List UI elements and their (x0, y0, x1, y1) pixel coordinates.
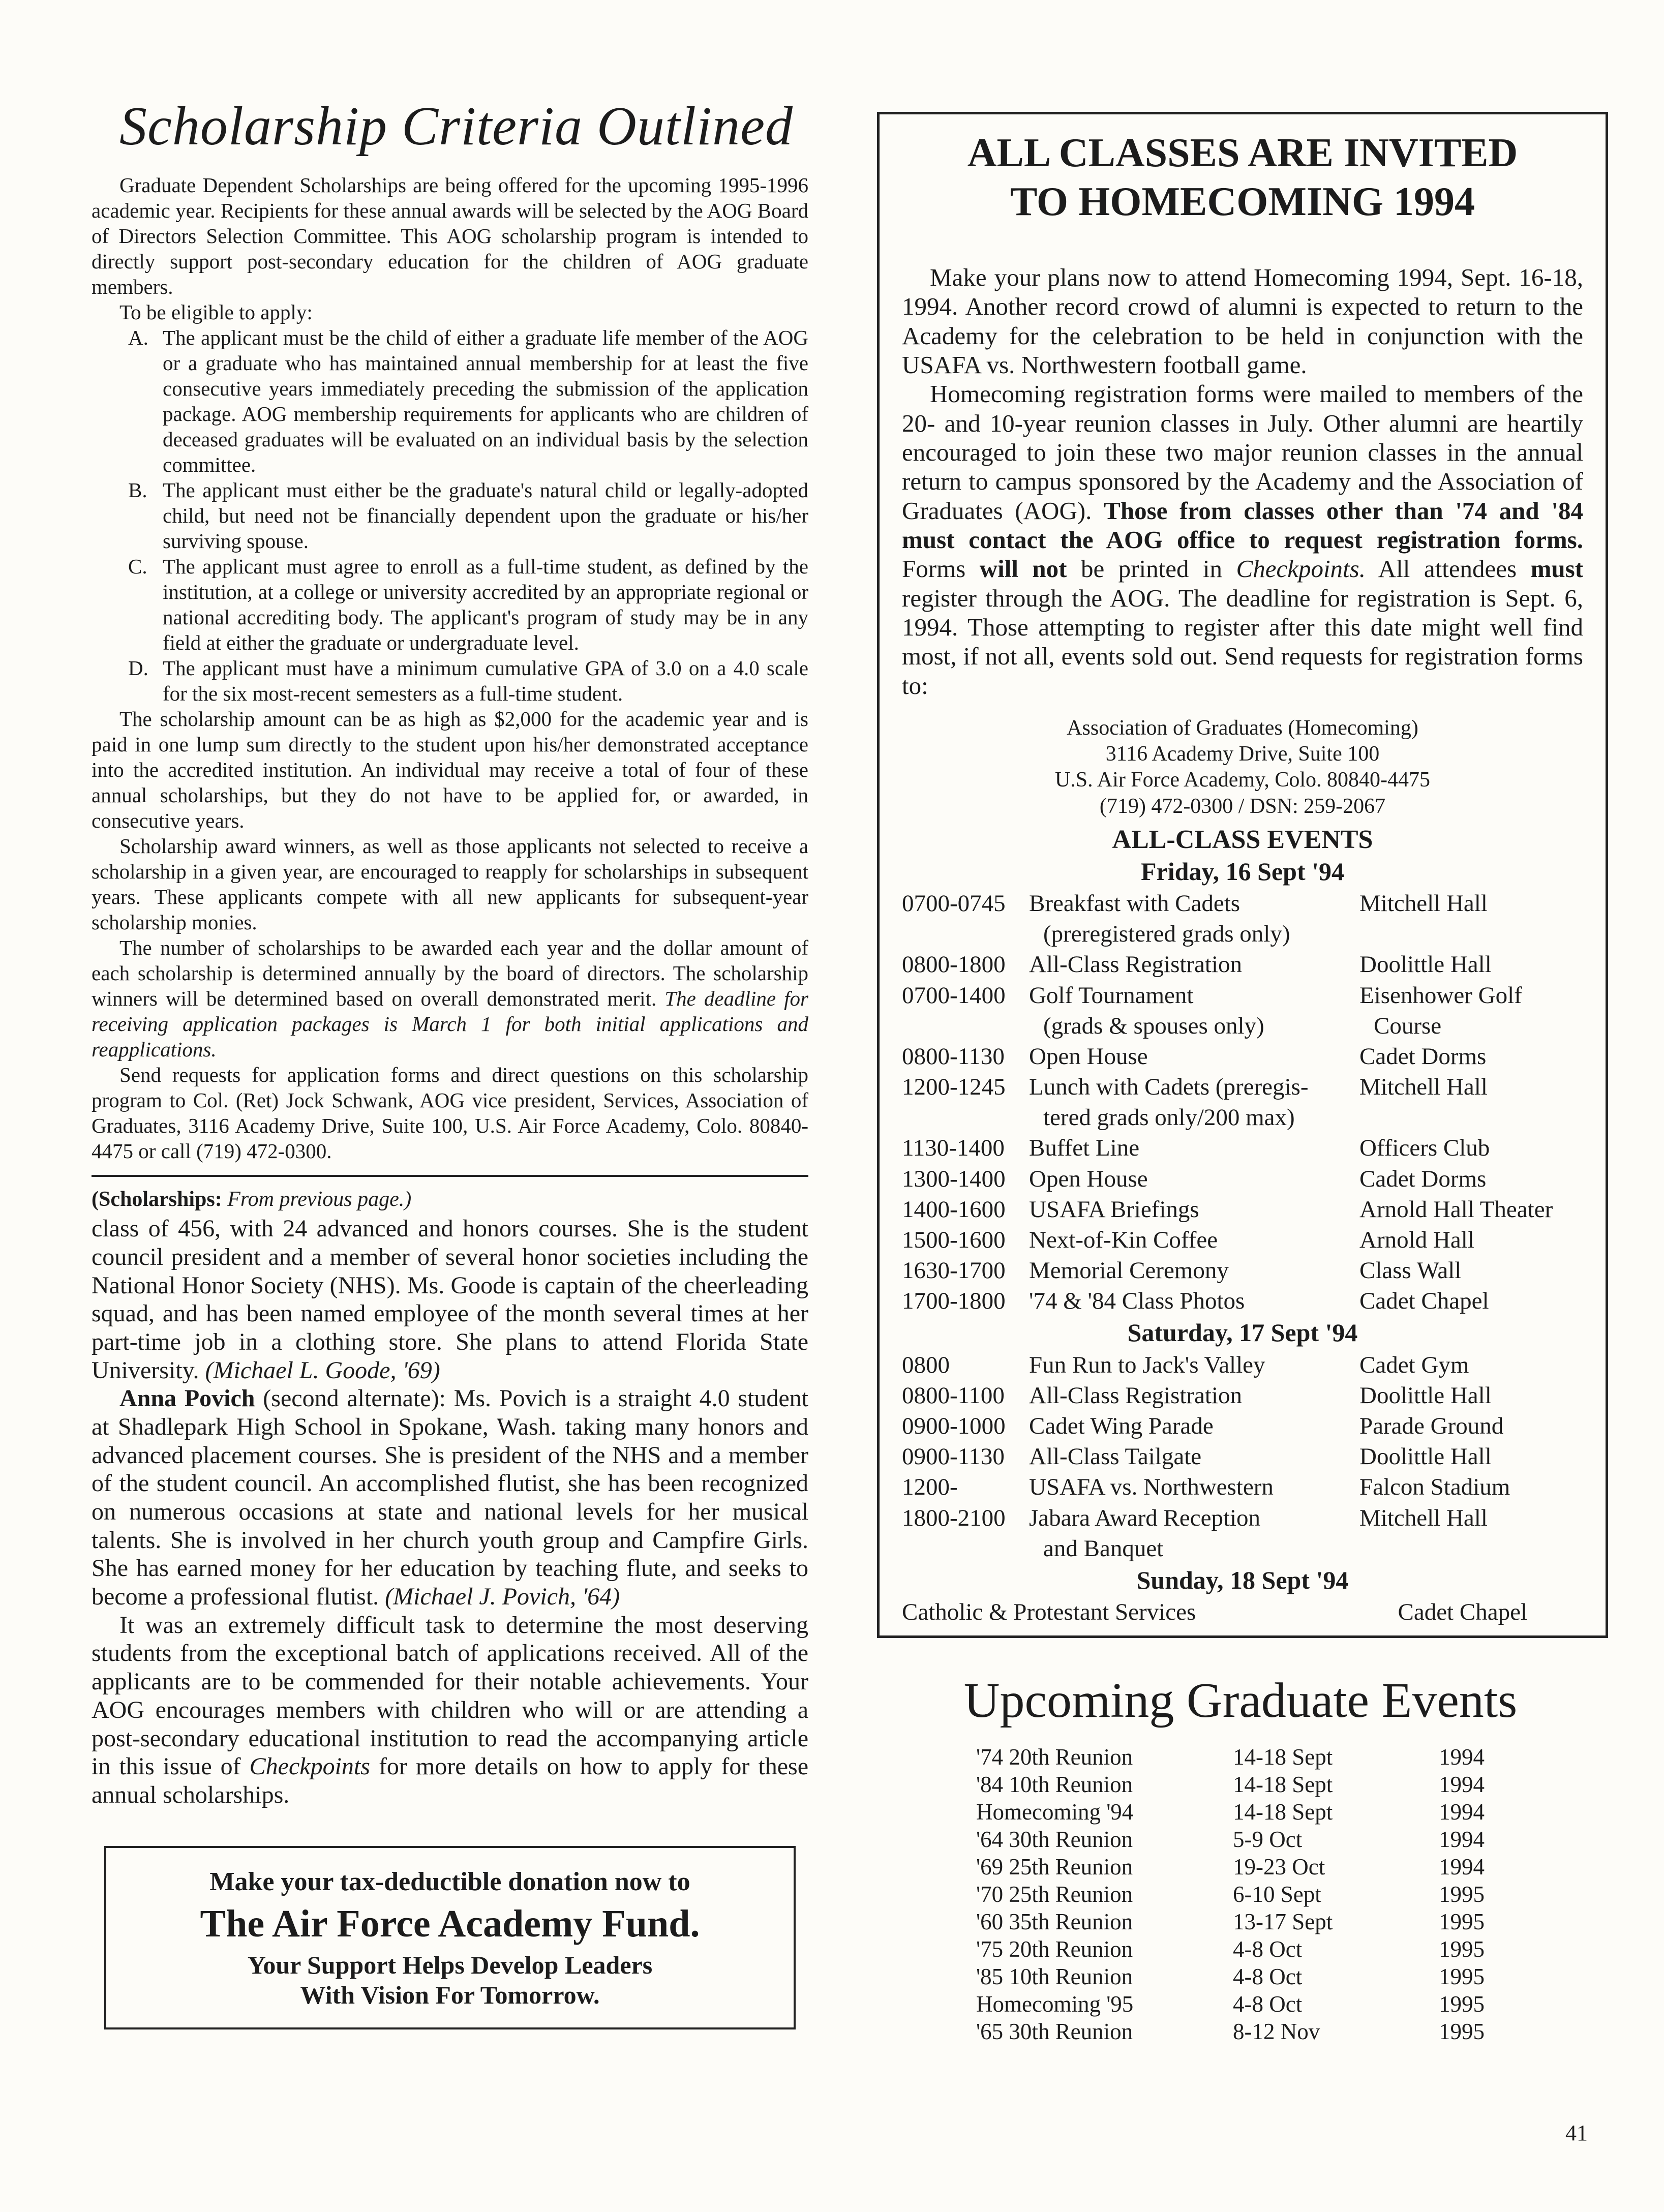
upcoming-title: Upcoming Graduate Events (963, 1673, 1518, 1728)
event-name: USAFA vs. Northwestern (1029, 1474, 1274, 1501)
event-time: 0900-1000 (902, 1413, 1006, 1440)
address-line: 3116 Academy Drive, Suite 100 (1105, 742, 1380, 766)
criteria-letter: C. (128, 555, 147, 579)
sunday-row (902, 1597, 1583, 1628)
upcoming-row (976, 1908, 1485, 1935)
event-row (902, 1286, 1583, 1316)
event-table (902, 888, 1583, 1316)
event-location: Mitchell Hall (1359, 1504, 1488, 1531)
event-time: 1400-1600 (902, 1196, 1006, 1223)
event-name: Buffet Line (1029, 1135, 1140, 1162)
continued-article (92, 1215, 808, 1809)
event-name: All-Class Tailgate (1029, 1443, 1202, 1470)
event-location: Parade Ground (1359, 1413, 1504, 1440)
homecoming-box (877, 112, 1608, 1638)
event-location: Mitchell Hall (1359, 890, 1488, 917)
event-name: '74 & '84 Class Photos (1029, 1288, 1245, 1315)
event-row (902, 1472, 1583, 1502)
upcoming-event-dates: 8-12 Nov (1233, 2019, 1320, 2045)
povich-text: (second alternate): Ms. Povich is a straight 4.0 student at Shadlepark High School in Spokane, Wash. taking many honors and advanced placement courses. She is president of the NHS and a member of the student council. An accomplished flutist, she has been recognized on numerous occasions at state and national levels for her musical talents. She is involved in her church youth group and Campfire Girls. She has earned money for her education by teaching flute, and seeks to become a professional flutist. (92, 1385, 809, 1611)
event-location: Arnold Hall Theater (1359, 1196, 1553, 1223)
upcoming-event-name: '60 35th Reunion (976, 1909, 1133, 1935)
event-row (902, 1072, 1583, 1102)
criteria-item (92, 554, 808, 655)
goode-text: class of 456, with 24 advanced and honors courses. She is the student council president and a member of several honor societies including the National Honor Society (NHS). Ms. Goode is captain of the cheerleading squad, and has been named employee of the month several times at her part-time job in a clothing store. She plans to attend Florida State University. (92, 1215, 808, 1384)
event-name: Catholic & Protestant Services (902, 1599, 1196, 1626)
donation-fund-name: The Air Force Academy Fund. (200, 1902, 700, 1945)
event-name-line2: and Banquet (1043, 1535, 1164, 1562)
event-name: Fun Run to Jack's Valley (1029, 1351, 1265, 1378)
hc-text: be printed in (1080, 555, 1223, 583)
address-line: U.S. Air Force Academy, Colo. 80840-4475 (1054, 768, 1431, 792)
event-row-continued (902, 1102, 1583, 1133)
scholarship-article (92, 172, 808, 1164)
event-location: Mitchell Hall (1359, 1074, 1488, 1101)
event-location: Cadet Chapel (1359, 1288, 1489, 1315)
event-name: Cadet Wing Parade (1029, 1413, 1214, 1440)
event-location-line2: Course (1374, 1012, 1442, 1039)
upcoming-row (976, 1881, 1485, 1908)
event-time: 0800-1800 (902, 951, 1006, 978)
continuation-label: (Scholarships: (92, 1188, 222, 1211)
event-name: All-Class Registration (1029, 951, 1243, 978)
homecoming-title-line2: TO HOMECOMING 1994 (1010, 179, 1475, 224)
upcoming-event-year: 1994 (1439, 1772, 1485, 1798)
event-time-blank (902, 919, 1029, 949)
upcoming-event-dates: 4-8 Oct (1233, 1936, 1303, 1962)
hc-checkpoints: Checkpoints. (1236, 555, 1366, 583)
event-time: 1700-1800 (902, 1288, 1006, 1315)
event-name: All-Class Registration (1029, 1382, 1243, 1409)
event-location: Cadet Dorms (1359, 1165, 1487, 1192)
event-location-continued (1359, 1102, 1583, 1133)
event-location: Doolittle Hall (1359, 951, 1492, 978)
event-time: 0900-1130 (902, 1443, 1005, 1470)
povich-paragraph (92, 1384, 808, 1611)
event-time: 0800 (902, 1351, 950, 1378)
upcoming-event-name: '85 10th Reunion (976, 1964, 1133, 1990)
event-name: USAFA Briefings (1029, 1196, 1199, 1223)
continuation-note: From previous page.) (227, 1188, 412, 1211)
donation-line1: Make your tax-deductible donation now to (209, 1867, 690, 1896)
event-name: Lunch with Cadets (preregis- (1029, 1074, 1309, 1101)
event-location: Falcon Stadium (1359, 1474, 1510, 1501)
event-location: Eisenhower Golf (1359, 982, 1522, 1009)
upcoming-row (976, 1743, 1485, 1771)
hc-must: must (1530, 555, 1584, 583)
homecoming-body (902, 263, 1583, 700)
upcoming-row (976, 1853, 1485, 1881)
checkpoints-title: Checkpoints (249, 1753, 370, 1780)
criteria-list (92, 325, 808, 706)
event-row (902, 1380, 1583, 1411)
upcoming-row (976, 2018, 1485, 2045)
event-name: Next-of-Kin Coffee (1029, 1226, 1218, 1253)
hc-bold-note: Those from classes other than '74 and '84 must contact the AOG office to request registration forms. (902, 496, 1583, 554)
upcoming-event-year: 1994 (1439, 1854, 1485, 1880)
hc-text: Homecoming registration forms were mailed to members of the 20- and 10-year reunion classes in July. Other alumni are heartily encouraged to join these two major reunion classes in the annual return to campus sponsored by the Academy and the Association of Graduates (AOG). (902, 380, 1583, 525)
send-paragraph: Send requests for application forms and direct questions on this scholarship program to Col. (Ret) Jock Schwank, AOG vice president, Services, Association of Graduates, 3116 Academy Drive, Suite 100, U.S. Air Force Academy, Colo. 80840-4475 or call (719) 472-0300. (92, 1063, 808, 1163)
event-row (902, 1411, 1583, 1441)
upcoming-row (976, 1935, 1485, 1963)
event-row (902, 1441, 1583, 1472)
closing-end: for more details on how to apply for these annual scholarships. (92, 1753, 809, 1808)
event-location-continued (1359, 1011, 1583, 1041)
event-row (902, 1350, 1583, 1380)
number-paragraph (92, 935, 808, 1062)
upcoming-event-name: Homecoming '94 (976, 1799, 1134, 1825)
closing-paragraph (92, 1611, 808, 1809)
criteria-text: The applicant must either be the graduate's natural child or legally-adopted child, but need not be financially dependent upon the graduate or his/her surviving spouse. (163, 478, 808, 553)
event-name: Memorial Ceremony (1029, 1257, 1229, 1284)
upcoming-row (976, 1963, 1485, 1990)
event-location-continued (1359, 1533, 1583, 1564)
upcoming-event-name: '74 20th Reunion (976, 1744, 1133, 1770)
upcoming-event-year: 1994 (1439, 1827, 1485, 1853)
upcoming-row (976, 1798, 1485, 1826)
mailing-address (902, 715, 1583, 820)
homecoming-p2 (902, 379, 1583, 700)
event-name: Open House (1029, 1165, 1148, 1192)
event-name: Breakfast with Cadets (1029, 890, 1241, 917)
event-time: 1630-1700 (902, 1257, 1006, 1284)
upcoming-event-dates: 5-9 Oct (1233, 1827, 1303, 1853)
event-location: Cadet Gym (1359, 1351, 1469, 1378)
day-heading: Saturday, 17 Sept '94 (1127, 1318, 1358, 1347)
event-row (902, 1225, 1583, 1255)
event-row (902, 888, 1583, 919)
event-table (902, 1350, 1583, 1564)
upcoming-table (976, 1743, 1485, 2045)
hc-will-not: will not (979, 555, 1067, 583)
event-location: Officers Club (1359, 1135, 1490, 1162)
hc-text: Forms (902, 555, 966, 583)
event-row-continued (902, 1533, 1583, 1564)
upcoming-event-year: 1995 (1439, 2019, 1485, 2045)
event-row (902, 1255, 1583, 1286)
upcoming-row (976, 1990, 1485, 2018)
event-name-line2: tered grads only/200 max) (1043, 1104, 1295, 1131)
event-row (902, 980, 1583, 1011)
upcoming-event-name: '69 25th Reunion (976, 1854, 1133, 1880)
criteria-letter: A. (128, 325, 148, 349)
event-row (902, 1164, 1583, 1194)
number-text: The number of scholarships to be awarded each year and the dollar amount of each scholarship is determined annually by the board of directors. The scholarship winners will be determined based on overall demonstrated merit. (92, 936, 808, 1011)
continuation-header (92, 1187, 808, 1211)
event-name-continued (1029, 919, 1359, 949)
event-schedule (902, 857, 1583, 1564)
day-heading: Sunday, 18 Sept '94 (1136, 1565, 1349, 1594)
criteria-text: The applicant must be the child of either a graduate life member of the AOG or a graduate who has maintained annual membership for at least the five consecutive years immediately preceding the submission of the application package. AOG membership requirements for applicants who are children of deceased graduates will be evaluated on an individual basis by the selection committee. (163, 325, 808, 476)
upcoming-event-year: 1994 (1439, 1799, 1485, 1825)
event-name: Open House (1029, 1043, 1148, 1070)
left-column (92, 97, 808, 2029)
upcoming-event-year: 1995 (1439, 1991, 1485, 2017)
upcoming-event-name: '64 30th Reunion (976, 1827, 1133, 1853)
criteria-letter: B. (128, 478, 147, 502)
event-row (902, 1194, 1583, 1225)
upcoming-event-year: 1995 (1439, 1909, 1485, 1935)
event-location-continued (1359, 919, 1583, 949)
criteria-text: The applicant must have a minimum cumulative GPA of 3.0 on a 4.0 scale for the six most-recent semesters as a full-time student. (163, 656, 808, 706)
event-time: 1300-1400 (902, 1165, 1006, 1192)
event-time: 1130-1400 (902, 1135, 1005, 1162)
upcoming-event-dates: 4-8 Oct (1233, 1964, 1303, 1990)
criteria-item (92, 655, 808, 706)
event-row (902, 1503, 1583, 1533)
event-row-continued (902, 1011, 1583, 1041)
event-time: 1500-1600 (902, 1226, 1006, 1253)
upcoming-event-name: '70 25th Reunion (976, 1882, 1133, 1907)
address-line: Association of Graduates (Homecoming) (1067, 716, 1418, 740)
page-number: 41 (1565, 2120, 1588, 2145)
homecoming-title-line1: ALL CLASSES ARE INVITED (967, 131, 1518, 175)
event-time: 1200-1245 (902, 1074, 1006, 1101)
address-line: (719) 472-0300 / DSN: 259-2067 (1099, 794, 1386, 818)
homecoming-title (902, 129, 1583, 226)
upcoming-event-dates: 14-18 Sept (1233, 1799, 1333, 1825)
event-name: Jabara Award Reception (1029, 1504, 1261, 1531)
event-time: 1800-2100 (902, 1504, 1006, 1531)
event-location: Cadet Chapel (1398, 1599, 1527, 1626)
event-time: 0700-1400 (902, 982, 1006, 1009)
day-heading: Friday, 16 Sept '94 (1140, 857, 1345, 886)
divider (92, 1175, 808, 1177)
event-name-line2: (preregistered grads only) (1043, 921, 1290, 948)
event-time-blank (902, 1102, 1029, 1133)
homecoming-p1: Make your plans now to attend Homecoming 1994, Sept. 16-18, 1994. Another record crowd of alumni is expected to return to the Academy for the celebration to be held in conjunction with the USAFA vs. Northwestern football game. (902, 263, 1583, 379)
upcoming-event-year: 1994 (1439, 1744, 1485, 1770)
donation-box (104, 1846, 796, 2030)
upcoming-event-name: '84 10th Reunion (976, 1772, 1133, 1798)
upcoming-event-dates: 14-18 Sept (1233, 1744, 1333, 1770)
goode-credit: (Michael L. Goode, '69) (205, 1356, 440, 1384)
eligibility-lead: To be eligible to apply: (119, 300, 313, 324)
right-column (877, 112, 1604, 2045)
event-time: 0800-1130 (902, 1043, 1005, 1070)
winners-paragraph: Scholarship award winners, as well as those applicants not selected to receive a scholarship in a given year, are encouraged to reapply for scholarships in subsequent years. These applicants compete with all new applicants for subsequent-year scholarship monies. (92, 834, 808, 934)
event-name: Golf Tournament (1029, 982, 1194, 1009)
upcoming-event-name: Homecoming '95 (976, 1991, 1134, 2017)
event-location: Arnold Hall (1359, 1226, 1474, 1253)
event-location: Doolittle Hall (1359, 1382, 1492, 1409)
amount-paragraph: The scholarship amount can be as high as $2,000 for the academic year and is paid in one lump sum directly to the student upon his/her demonstrated acceptance into the accredited institution. An individual may receive a total of four of these annual scholarships, but they do not have to be applied for, or awarded, in consecutive years. (92, 707, 808, 833)
donation-line3b: With Vision For Tomorrow. (300, 1981, 600, 2010)
event-time-blank (902, 1533, 1029, 1564)
event-time: 0700-0745 (902, 890, 1006, 917)
event-row (902, 1041, 1583, 1072)
upcoming-row (976, 1826, 1485, 1853)
upcoming-event-name: '75 20th Reunion (976, 1936, 1133, 1962)
criteria-item (92, 477, 808, 554)
event-row (902, 949, 1583, 980)
upcoming-event-dates: 4-8 Oct (1233, 1991, 1303, 2017)
criteria-item (92, 325, 808, 477)
closing-text: It was an extremely difficult task to determine the most deserving students from the exceptional batch of applications received. All of the applicants are to be commended for their notable achievements. Your AOG encourages members with children who will or are attending a post-secondary educational institution to read the accompanying article in this issue of (92, 1611, 808, 1780)
upcoming-event-dates: 14-18 Sept (1233, 1772, 1333, 1798)
upcoming-event-name: '65 30th Reunion (976, 2019, 1133, 2045)
upcoming-event-dates: 13-17 Sept (1233, 1909, 1333, 1935)
event-location: Doolittle Hall (1359, 1443, 1492, 1470)
upcoming-event-dates: 6-10 Sept (1233, 1882, 1321, 1907)
event-name-line2: (grads & spouses only) (1043, 1012, 1264, 1039)
deadline-text: The deadline for receiving application packages is March 1 for both initial applications and reapplications. (92, 987, 809, 1062)
upcoming-event-year: 1995 (1439, 1882, 1485, 1907)
povich-name: Anna Povich (119, 1385, 255, 1412)
article-title: Scholarship Criteria Outlined (119, 96, 793, 157)
intro-paragraph: Graduate Dependent Scholarships are being offered for the upcoming 1995-1996 academic year. Recipients for these annual awards will be selected by the AOG Board of Directors Selection Committee. This AOG scholarship program is intended to directly support post-secondary education for the children of AOG graduate members. (92, 173, 808, 298)
event-time-blank (902, 1011, 1029, 1041)
upcoming-event-year: 1995 (1439, 1964, 1485, 1990)
event-time: 0800-1100 (902, 1382, 1005, 1409)
criteria-text: The applicant must agree to enroll as a full-time student, as defined by the institution, at a college or university accredited by an appropriate regional or national accrediting body. The applicant's program of study may be in any field at either the graduate or undergraduate level. (163, 555, 808, 655)
event-name-continued (1029, 1011, 1359, 1041)
upcoming-row (976, 1771, 1485, 1798)
event-location: Cadet Dorms (1359, 1043, 1487, 1070)
event-row-continued (902, 919, 1583, 949)
event-name-continued (1029, 1102, 1359, 1133)
event-row (902, 1133, 1583, 1163)
povich-credit: (Michael J. Povich, '64) (385, 1583, 620, 1611)
goode-paragraph (92, 1215, 808, 1384)
criteria-letter: D. (128, 656, 148, 680)
event-time: 1200- (902, 1474, 958, 1501)
events-heading: ALL-CLASS EVENTS (1112, 825, 1373, 854)
hc-text: All attendees (1378, 555, 1517, 583)
hc-text: register through the AOG. The deadline for registration is Sept. 6, 1994. Those attempting to register after this date might well find most, if not all, events sold out. Send requests for registration forms to: (902, 584, 1583, 700)
donation-line3a: Your Support Helps Develop Leaders (247, 1951, 653, 1980)
upcoming-event-dates: 19-23 Oct (1233, 1854, 1325, 1880)
upcoming-event-year: 1995 (1439, 1936, 1485, 1962)
event-name-continued (1029, 1533, 1359, 1564)
event-location: Class Wall (1359, 1257, 1462, 1284)
